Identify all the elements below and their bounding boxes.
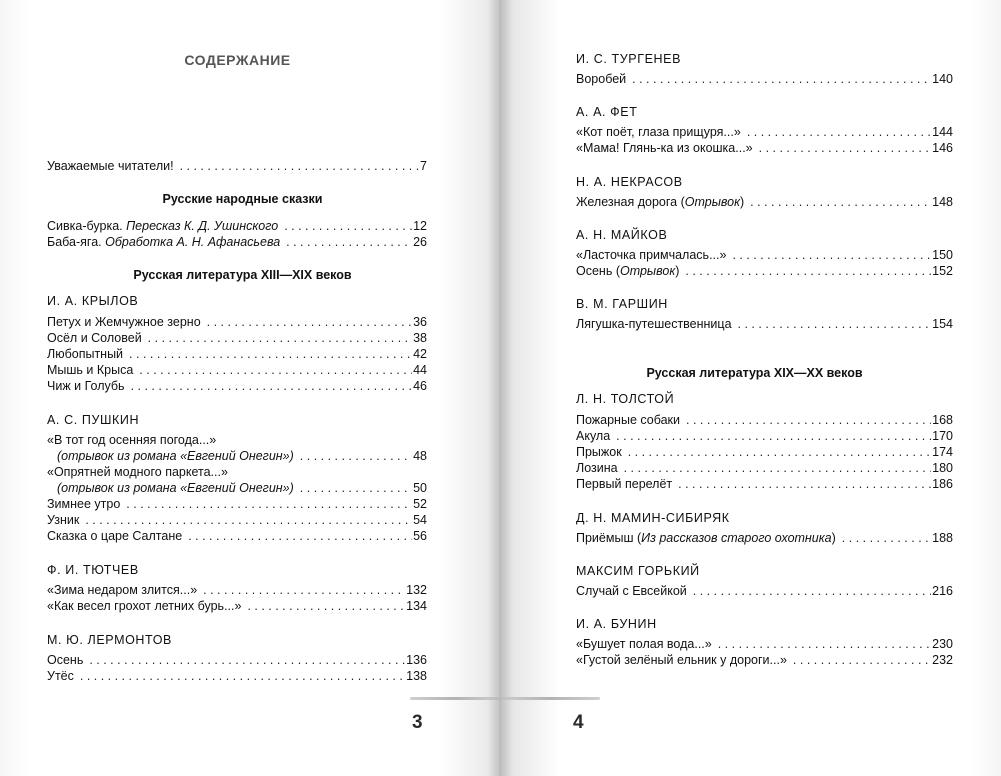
- author-heading: А. Н. МАЙКОВ: [576, 228, 668, 242]
- page-decoration-line: [500, 697, 600, 700]
- toc-entry[interactable]: (отрывок из романа «Евгений Онегин») . . . 50: [47, 480, 427, 497]
- toc-entry[interactable]: Осень . . . 136: [47, 652, 427, 669]
- author-heading: И. С. ТУРГЕНЕВ: [576, 52, 682, 66]
- page-number-right: 4: [573, 712, 584, 733]
- toc-entry[interactable]: «В тот год осенняя погода...»: [47, 433, 217, 447]
- page-number-left: 3: [412, 712, 423, 733]
- toc-entry-intro[interactable]: Уважаемые читатели! . . . 7: [47, 158, 427, 175]
- toc-entry[interactable]: Любопытный . . . 42: [47, 346, 427, 363]
- author-heading: В. М. ГАРШИН: [576, 297, 668, 311]
- toc-entry[interactable]: Мышь и Крыса . . . 44: [47, 362, 427, 379]
- author-heading: И. А. КРЫЛОВ: [47, 294, 139, 308]
- toc-entry[interactable]: Утёс . . . 138: [47, 668, 427, 685]
- toc-entry[interactable]: «Как весел грохот летних бурь...» . . . 134: [47, 598, 427, 615]
- right-page: [500, 0, 1001, 776]
- toc-entry[interactable]: Сивка-бурка. Пересказ К. Д. Ушинского . . . 12: [47, 218, 427, 235]
- toc-entry[interactable]: Акула . . . 170: [576, 428, 953, 445]
- toc-entry[interactable]: «Кот поёт, глаза прищуря...» . . . 144: [576, 124, 953, 141]
- toc-entry[interactable]: Пожарные собаки . . . 168: [576, 412, 953, 429]
- author-heading: М. Ю. ЛЕРМОНТОВ: [47, 633, 172, 647]
- left-page: [0, 0, 500, 776]
- toc-entry[interactable]: Узник . . . 54: [47, 512, 427, 529]
- author-heading: Н. А. НЕКРАСОВ: [576, 175, 683, 189]
- toc-entry[interactable]: Петух и Жемчужное зерно . . . 36: [47, 314, 427, 331]
- toc-entry[interactable]: «Опрятней модного паркета...»: [47, 465, 228, 479]
- author-heading: Л. Н. ТОЛСТОЙ: [576, 392, 675, 406]
- author-heading: МАКСИМ ГОРЬКИЙ: [576, 564, 700, 578]
- toc-entry[interactable]: (отрывок из романа «Евгений Онегин») . . . 48: [47, 448, 427, 465]
- toc-entry[interactable]: Железная дорога (Отрывок) . . . 148: [576, 194, 953, 211]
- book-gutter: [488, 0, 512, 776]
- toc-entry[interactable]: Первый перелёт . . . 186: [576, 476, 953, 493]
- contents-title: СОДЕРЖАНИЕ: [184, 52, 291, 68]
- toc-entry[interactable]: «Ласточка примчалась...» . . . 150: [576, 247, 953, 264]
- section-heading-folk-tales: Русские народные сказки: [162, 192, 323, 206]
- toc-entry[interactable]: «Зима недаром злится...» . . . 132: [47, 582, 427, 599]
- section-heading-lit-13-19: Русская литература XIII—XIX веков: [133, 268, 352, 282]
- toc-entry[interactable]: Чиж и Голубь . . . 46: [47, 378, 427, 395]
- toc-entry[interactable]: Лозина . . . 180: [576, 460, 953, 477]
- toc-entry[interactable]: Осёл и Соловей . . . 38: [47, 330, 427, 347]
- toc-entry[interactable]: «Густой зелёный ельник у дороги...» . . . 232: [576, 652, 953, 669]
- author-heading: А. А. ФЕТ: [576, 105, 638, 119]
- toc-entry[interactable]: Приёмыш (Из рассказов старого охотника) . . . 188: [576, 530, 953, 547]
- section-heading-lit-19-20: Русская литература XIX—XX веков: [646, 366, 863, 380]
- author-heading: И. А. БУНИН: [576, 617, 657, 631]
- toc-entry[interactable]: Прыжок . . . 174: [576, 444, 953, 461]
- author-heading: Ф. И. ТЮТЧЕВ: [47, 563, 139, 577]
- toc-entry[interactable]: Зимнее утро . . . 52: [47, 496, 427, 513]
- toc-entry[interactable]: Лягушка-путешественница . . . 154: [576, 316, 953, 333]
- toc-entry[interactable]: Случай с Евсейкой . . . 216: [576, 583, 953, 600]
- toc-entry[interactable]: Сказка о царе Салтане . . . 56: [47, 528, 427, 545]
- author-heading: А. С. ПУШКИН: [47, 413, 140, 427]
- toc-entry[interactable]: Воробей . . . 140: [576, 71, 953, 88]
- author-heading: Д. Н. МАМИН-СИБИРЯК: [576, 511, 730, 525]
- toc-entry[interactable]: Баба-яга. Обработка А. Н. Афанасьева . . . 26: [47, 234, 427, 251]
- toc-entry[interactable]: «Бушует полая вода...» . . . 230: [576, 636, 953, 653]
- toc-entry[interactable]: «Мама! Глянь-ка из окошка...» . . . 146: [576, 140, 953, 157]
- toc-entry[interactable]: Осень (Отрывок) . . . 152: [576, 263, 953, 280]
- page-decoration-line: [410, 697, 500, 700]
